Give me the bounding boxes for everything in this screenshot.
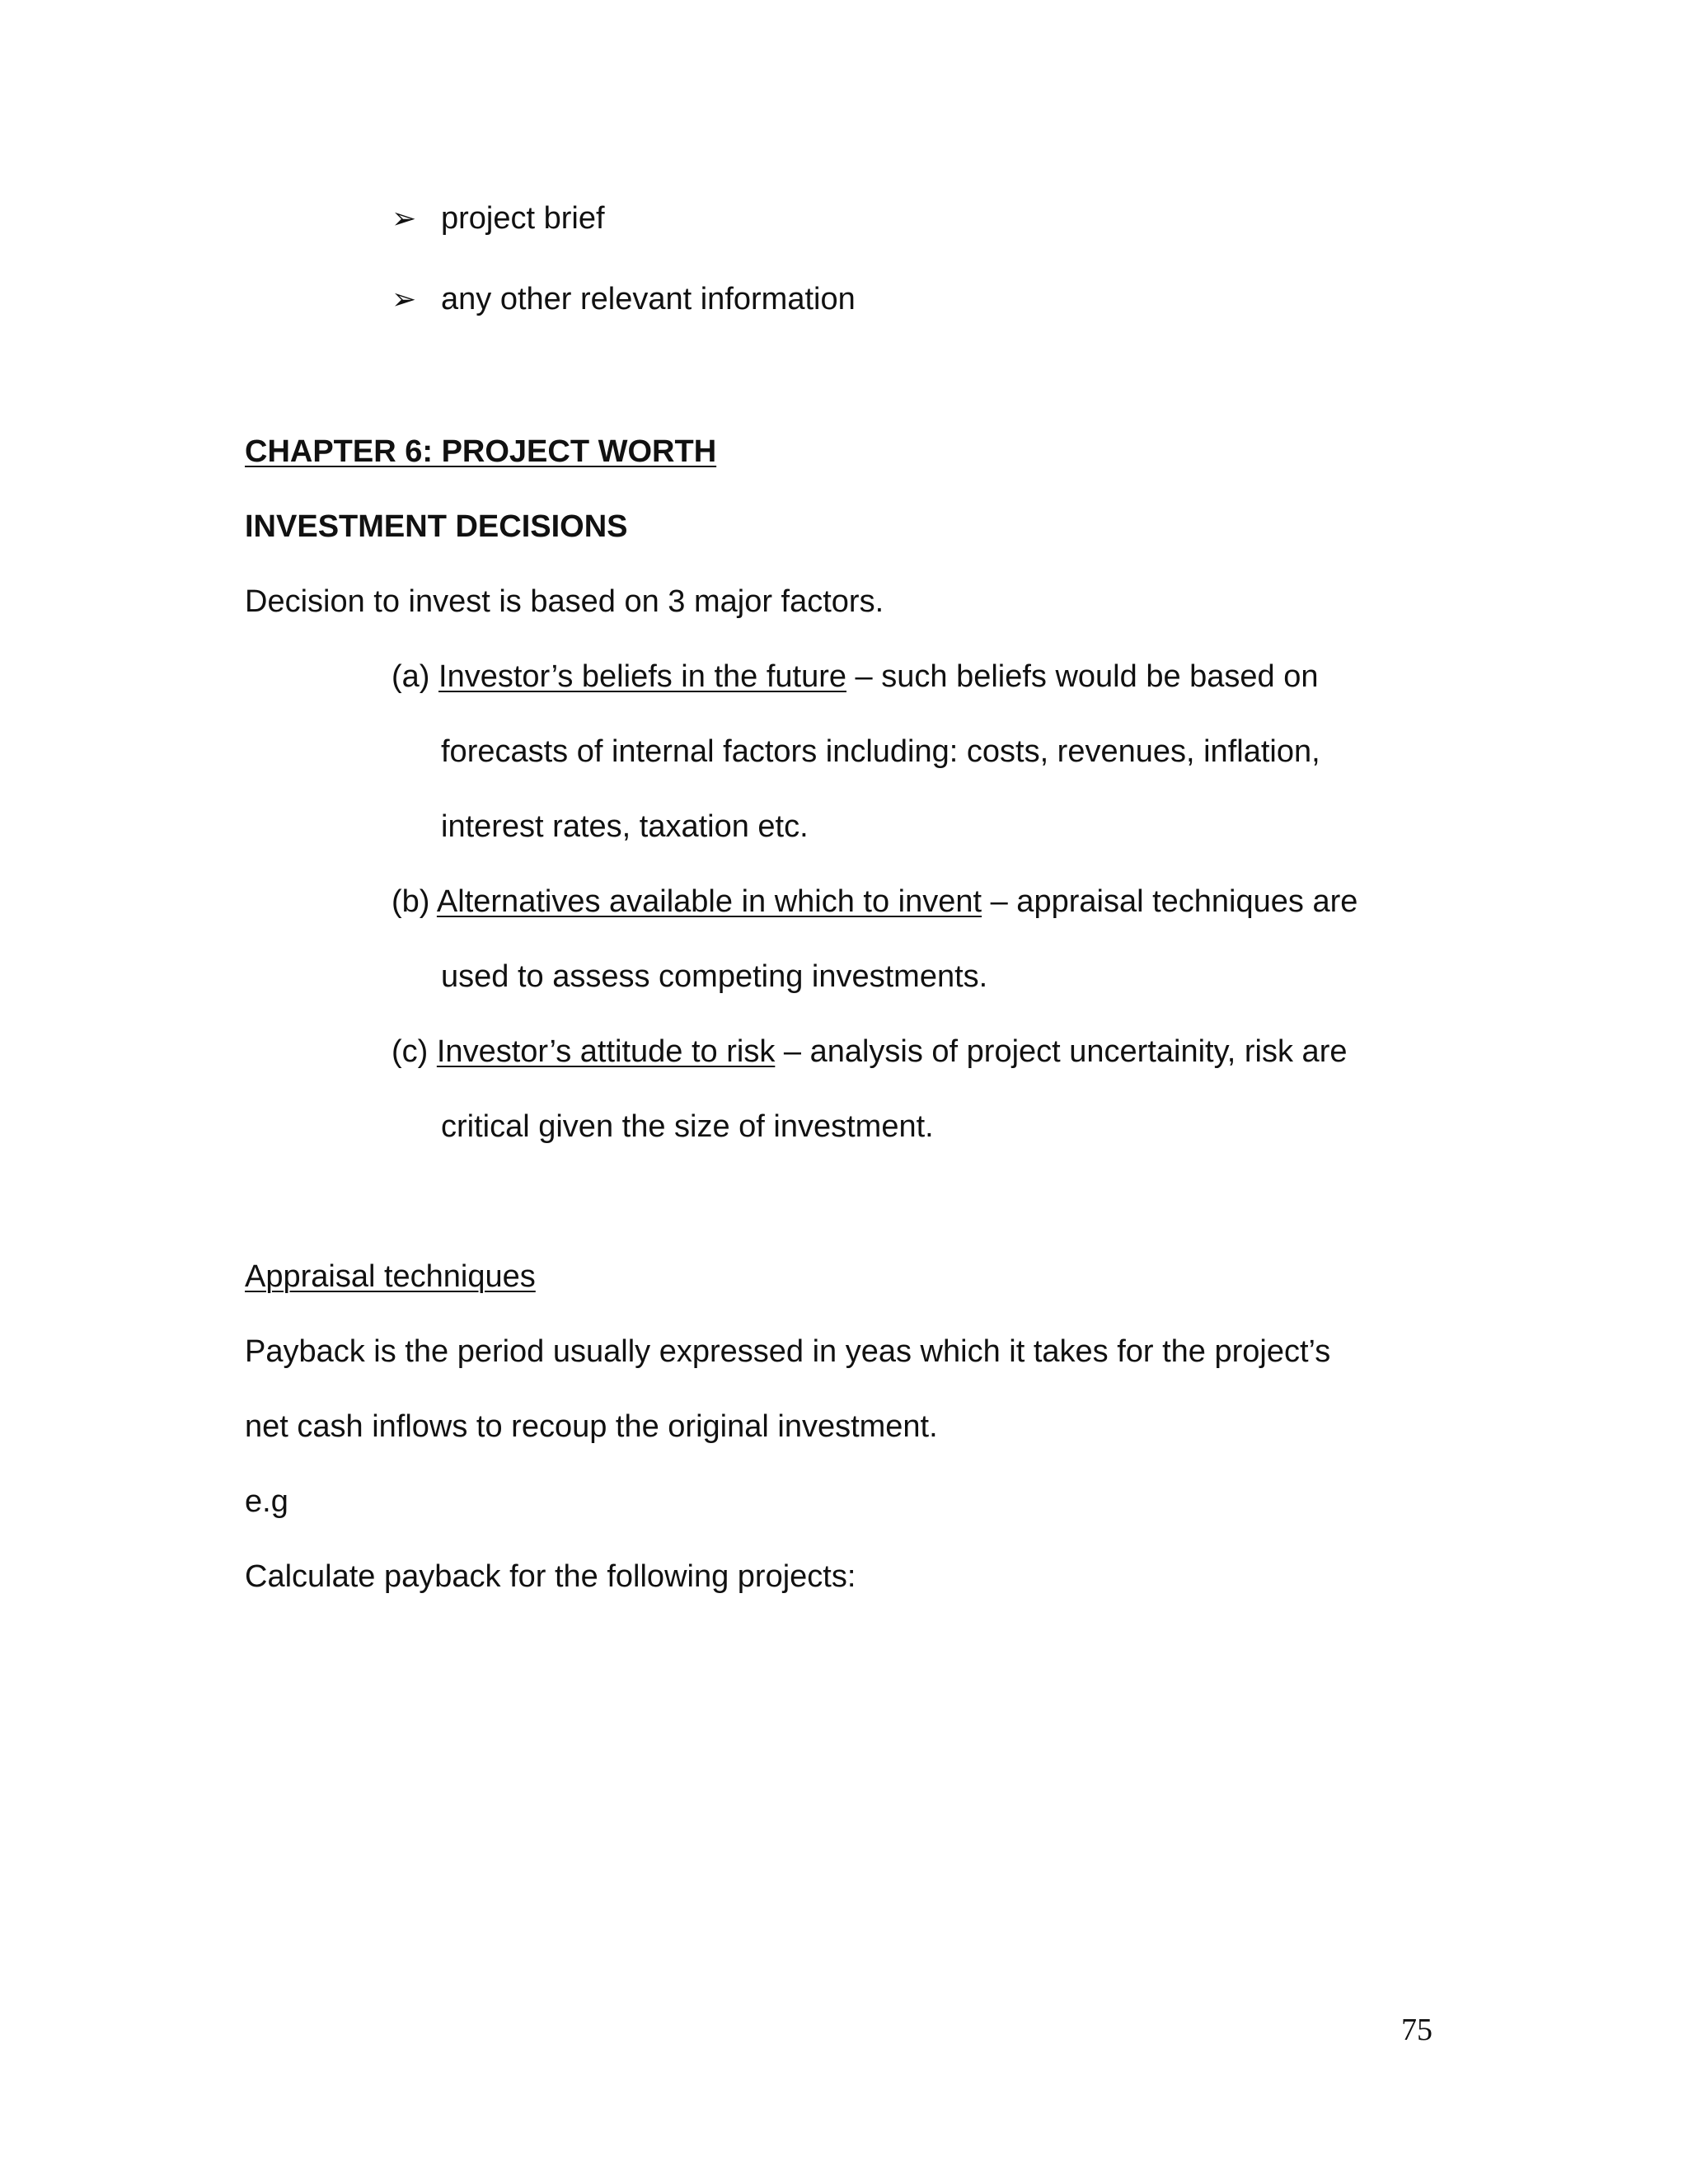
factor-text: – such beliefs would be based on bbox=[846, 659, 1319, 694]
factor-a-continuation: interest rates, taxation etc. bbox=[441, 809, 809, 844]
factor-c bbox=[392, 1033, 1347, 1071]
intro-paragraph: Decision to invest is based on 3 major factors. bbox=[245, 584, 884, 619]
factor-label: (b) bbox=[392, 884, 430, 919]
bullet-item-other-info: any other relevant information bbox=[441, 282, 856, 316]
factor-c-continuation: critical given the size of investment. bbox=[441, 1109, 934, 1144]
factor-text: – analysis of project uncertainity, risk are bbox=[775, 1034, 1348, 1069]
section-title: INVESTMENT DECISIONS bbox=[245, 509, 628, 544]
factor-b-continuation: used to assess competing investments. bbox=[441, 959, 988, 994]
factor-title: Investor’s beliefs in the future bbox=[438, 659, 846, 694]
bullet-arrow-icon: ➢ bbox=[392, 201, 417, 235]
payback-paragraph-line: net cash inflows to recoup the original investment. bbox=[245, 1409, 938, 1444]
chapter-title: CHAPTER 6: PROJECT WORTH bbox=[245, 434, 717, 469]
bullet-arrow-icon: ➢ bbox=[392, 282, 417, 316]
example-label: e.g bbox=[245, 1484, 288, 1519]
factor-label: (c) bbox=[392, 1034, 429, 1069]
factor-text: – appraisal techniques are bbox=[982, 884, 1358, 919]
factor-label: (a) bbox=[392, 659, 430, 694]
payback-paragraph-line: Payback is the period usually expressed in yeas which it takes for the project’s bbox=[245, 1334, 1331, 1369]
factor-title: Investor’s attitude to risk bbox=[436, 1034, 776, 1069]
appraisal-heading: Appraisal techniques bbox=[245, 1259, 536, 1294]
factor-a bbox=[392, 658, 1319, 696]
page-number: 75 bbox=[1401, 2013, 1432, 2047]
factor-b bbox=[392, 883, 1357, 921]
calculation-prompt: Calculate payback for the following projects: bbox=[245, 1559, 856, 1594]
factor-title: Alternatives available in which to invent bbox=[436, 884, 982, 919]
bullet-item-project-brief: project brief bbox=[441, 201, 605, 236]
factor-a-continuation: forecasts of internal factors including: costs, revenues, inflation, bbox=[441, 734, 1320, 769]
